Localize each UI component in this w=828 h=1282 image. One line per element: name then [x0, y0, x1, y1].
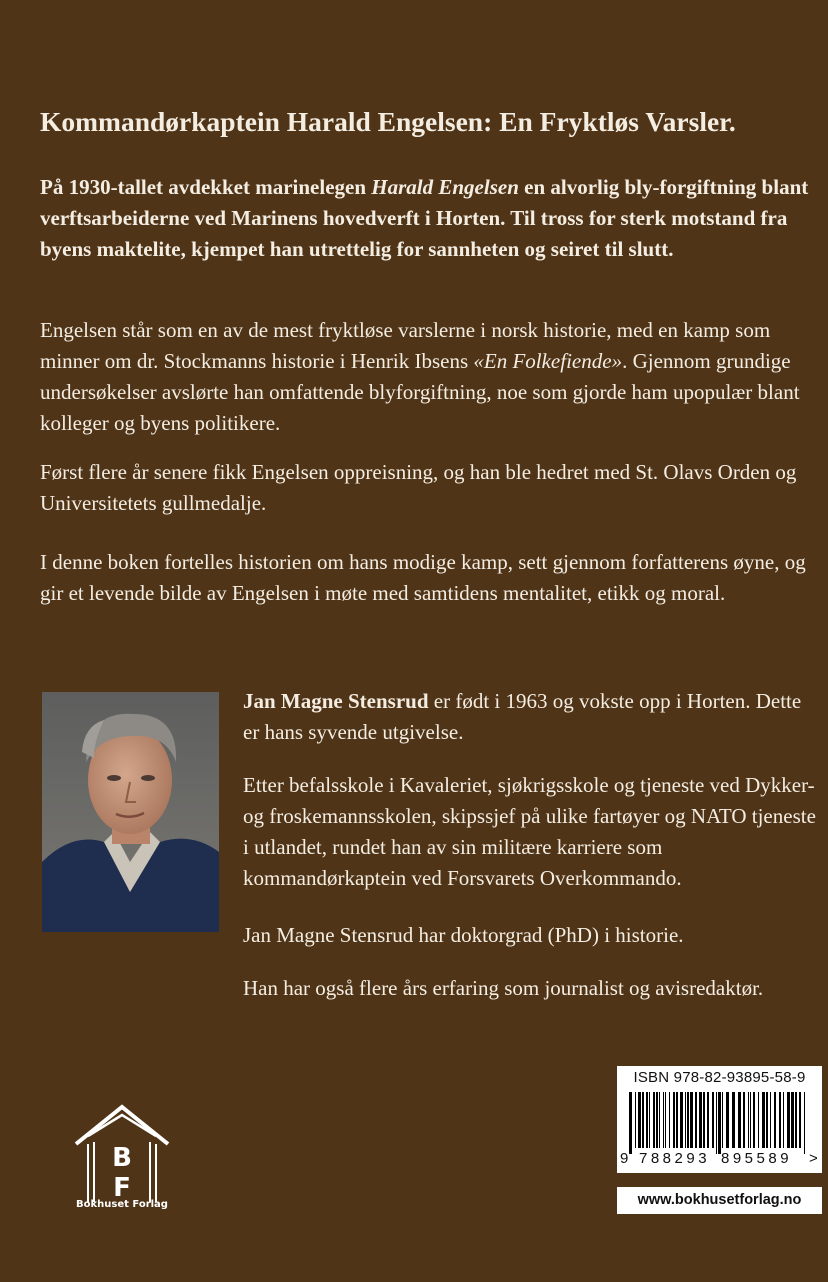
- isbn-label: ISBN 978-82-93895-58-9: [633, 1069, 806, 1086]
- author-bio-3: Jan Magne Stensrud har doktorgrad (PhD) i historie.: [243, 923, 684, 947]
- barcode-bars: [627, 1092, 812, 1154]
- barcode-bar: [795, 1092, 797, 1148]
- author-bio-1: [243, 686, 818, 748]
- barcode-bar: [743, 1092, 745, 1148]
- barcode-bar: [799, 1092, 801, 1148]
- barcode-bar: [629, 1092, 632, 1154]
- author-bio-2: Etter befalsskole i Kavaleriet, sjøkrigsskole og tjeneste ved Dykker- og froskemannsskolen, skipssjef på ulike fartøyer og NATO tjeneste i utlandet, rundet han av sin militære karriere som kommandørkaptein ved Forsvarets Overkommando.: [243, 773, 816, 890]
- lead-text-2: en alvorlig bly-forgiftning blant verftsarbeiderne ved Marinens hovedverft i Horten. Til tross for sterk motstand fra byens maktelite, kjempet han utrettelig for sannheten og seiret til slutt.: [40, 175, 809, 261]
- barcode-bar: [663, 1092, 664, 1148]
- barcode-bar: [665, 1092, 666, 1148]
- author-bio-1-text: er født i 1963 og vokste opp i Horten. Dette er hans syvende utgivelse.: [243, 689, 802, 744]
- paragraph-3: Først flere år senere fikk Engelsen oppreisning, og han ble hedret med St. Olavs Orden og Universitetets gullmedalje.: [40, 460, 797, 515]
- lead-text-1: På 1930-tallet avdekket marinelegen: [40, 175, 372, 199]
- barcode-bar: [673, 1092, 675, 1148]
- barcode-bar: [770, 1092, 771, 1148]
- barcode-bar: [695, 1092, 697, 1148]
- barcode-bar: [716, 1092, 717, 1154]
- barcode-bar: [750, 1092, 751, 1148]
- barcode-bar: [635, 1092, 636, 1148]
- barcode-bar: [680, 1092, 683, 1148]
- paragraph-2: [40, 315, 810, 439]
- publisher-url: www.bokhusetforlag.no: [617, 1187, 822, 1214]
- barcode-bar: [656, 1092, 658, 1148]
- barcode-bar: [687, 1092, 689, 1148]
- barcode-bar: [703, 1092, 705, 1148]
- barcode-bar: [676, 1092, 678, 1148]
- barcode-bar: [783, 1092, 784, 1148]
- barcode-bar: [699, 1092, 702, 1148]
- barcode-right-digits: 895589: [721, 1150, 793, 1167]
- barcode-bar: [766, 1092, 768, 1148]
- author-name: Jan Magne Stensrud: [243, 689, 429, 713]
- paragraph-2-text-1: Engelsen står som en av de mest fryktløse varslerne i norsk historie, med en kamp som minner om dr. Stockmanns historie i Henrik Ibsens: [40, 318, 771, 373]
- barcode-bar: [732, 1092, 735, 1148]
- lead-paragraph: [40, 172, 810, 265]
- barcode-bar: [753, 1092, 755, 1148]
- barcode-bar: [804, 1092, 805, 1154]
- barcode-bar: [787, 1092, 790, 1148]
- barcode-bar: [646, 1092, 648, 1148]
- publisher-name: Bokhuset Forlag: [76, 1199, 168, 1210]
- book-title: Kommandørkaptein Harald Engelsen: En Fryktløs Varsler.: [40, 106, 736, 137]
- barcode-bar: [748, 1092, 749, 1148]
- barcode-bar: [638, 1092, 641, 1148]
- barcode-bar: [669, 1092, 670, 1148]
- barcode-end-mark: >: [809, 1150, 818, 1167]
- paragraph-2-book-title: «En Folkefiende»: [473, 349, 623, 373]
- barcode-bar: [779, 1092, 781, 1148]
- paragraph-4: I denne boken fortelles historien om hans modige kamp, sett gjennom forfatterens øyne, og gir et levende bilde av Engelsen i møte med samtidens mentalitet, etikk og moral.: [40, 550, 806, 605]
- barcode-bar: [718, 1092, 721, 1154]
- barcode-bar: [659, 1092, 660, 1148]
- lead-name: Harald Engelsen: [371, 175, 519, 199]
- barcode-bar: [791, 1092, 794, 1148]
- barcode-bar: [685, 1092, 686, 1148]
- author-bio-4: Han har også flere års erfaring som journalist og avisredaktør.: [243, 976, 764, 1000]
- barcode-bar: [642, 1092, 644, 1148]
- barcode-bar: [653, 1092, 655, 1148]
- barcode-bar: [707, 1092, 709, 1148]
- logo-letter-b: B: [112, 1143, 132, 1173]
- barcode-bar: [712, 1092, 714, 1148]
- barcode-bar: [758, 1092, 759, 1148]
- barcode-bar: [722, 1092, 723, 1148]
- paragraph-2-text-2: . Gjennom grundige undersøkelser avslørte han omfattende blyforgiftning, noe som gjorde ham upopulær blant kolleger og byens politikere.: [40, 349, 800, 435]
- barcode-bar: [738, 1092, 741, 1148]
- author-photo: [42, 692, 219, 932]
- barcode-bar: [762, 1092, 765, 1148]
- barcode-bar: [726, 1092, 729, 1148]
- barcode-left-digits: 788293: [639, 1150, 711, 1167]
- logo-letter-f: F: [113, 1173, 131, 1203]
- isbn-barcode: [617, 1066, 822, 1173]
- barcode-bar: [649, 1092, 650, 1148]
- barcode-bar: [774, 1092, 776, 1148]
- barcode-lead-digit: 9: [620, 1150, 629, 1167]
- barcode-bar: [690, 1092, 693, 1148]
